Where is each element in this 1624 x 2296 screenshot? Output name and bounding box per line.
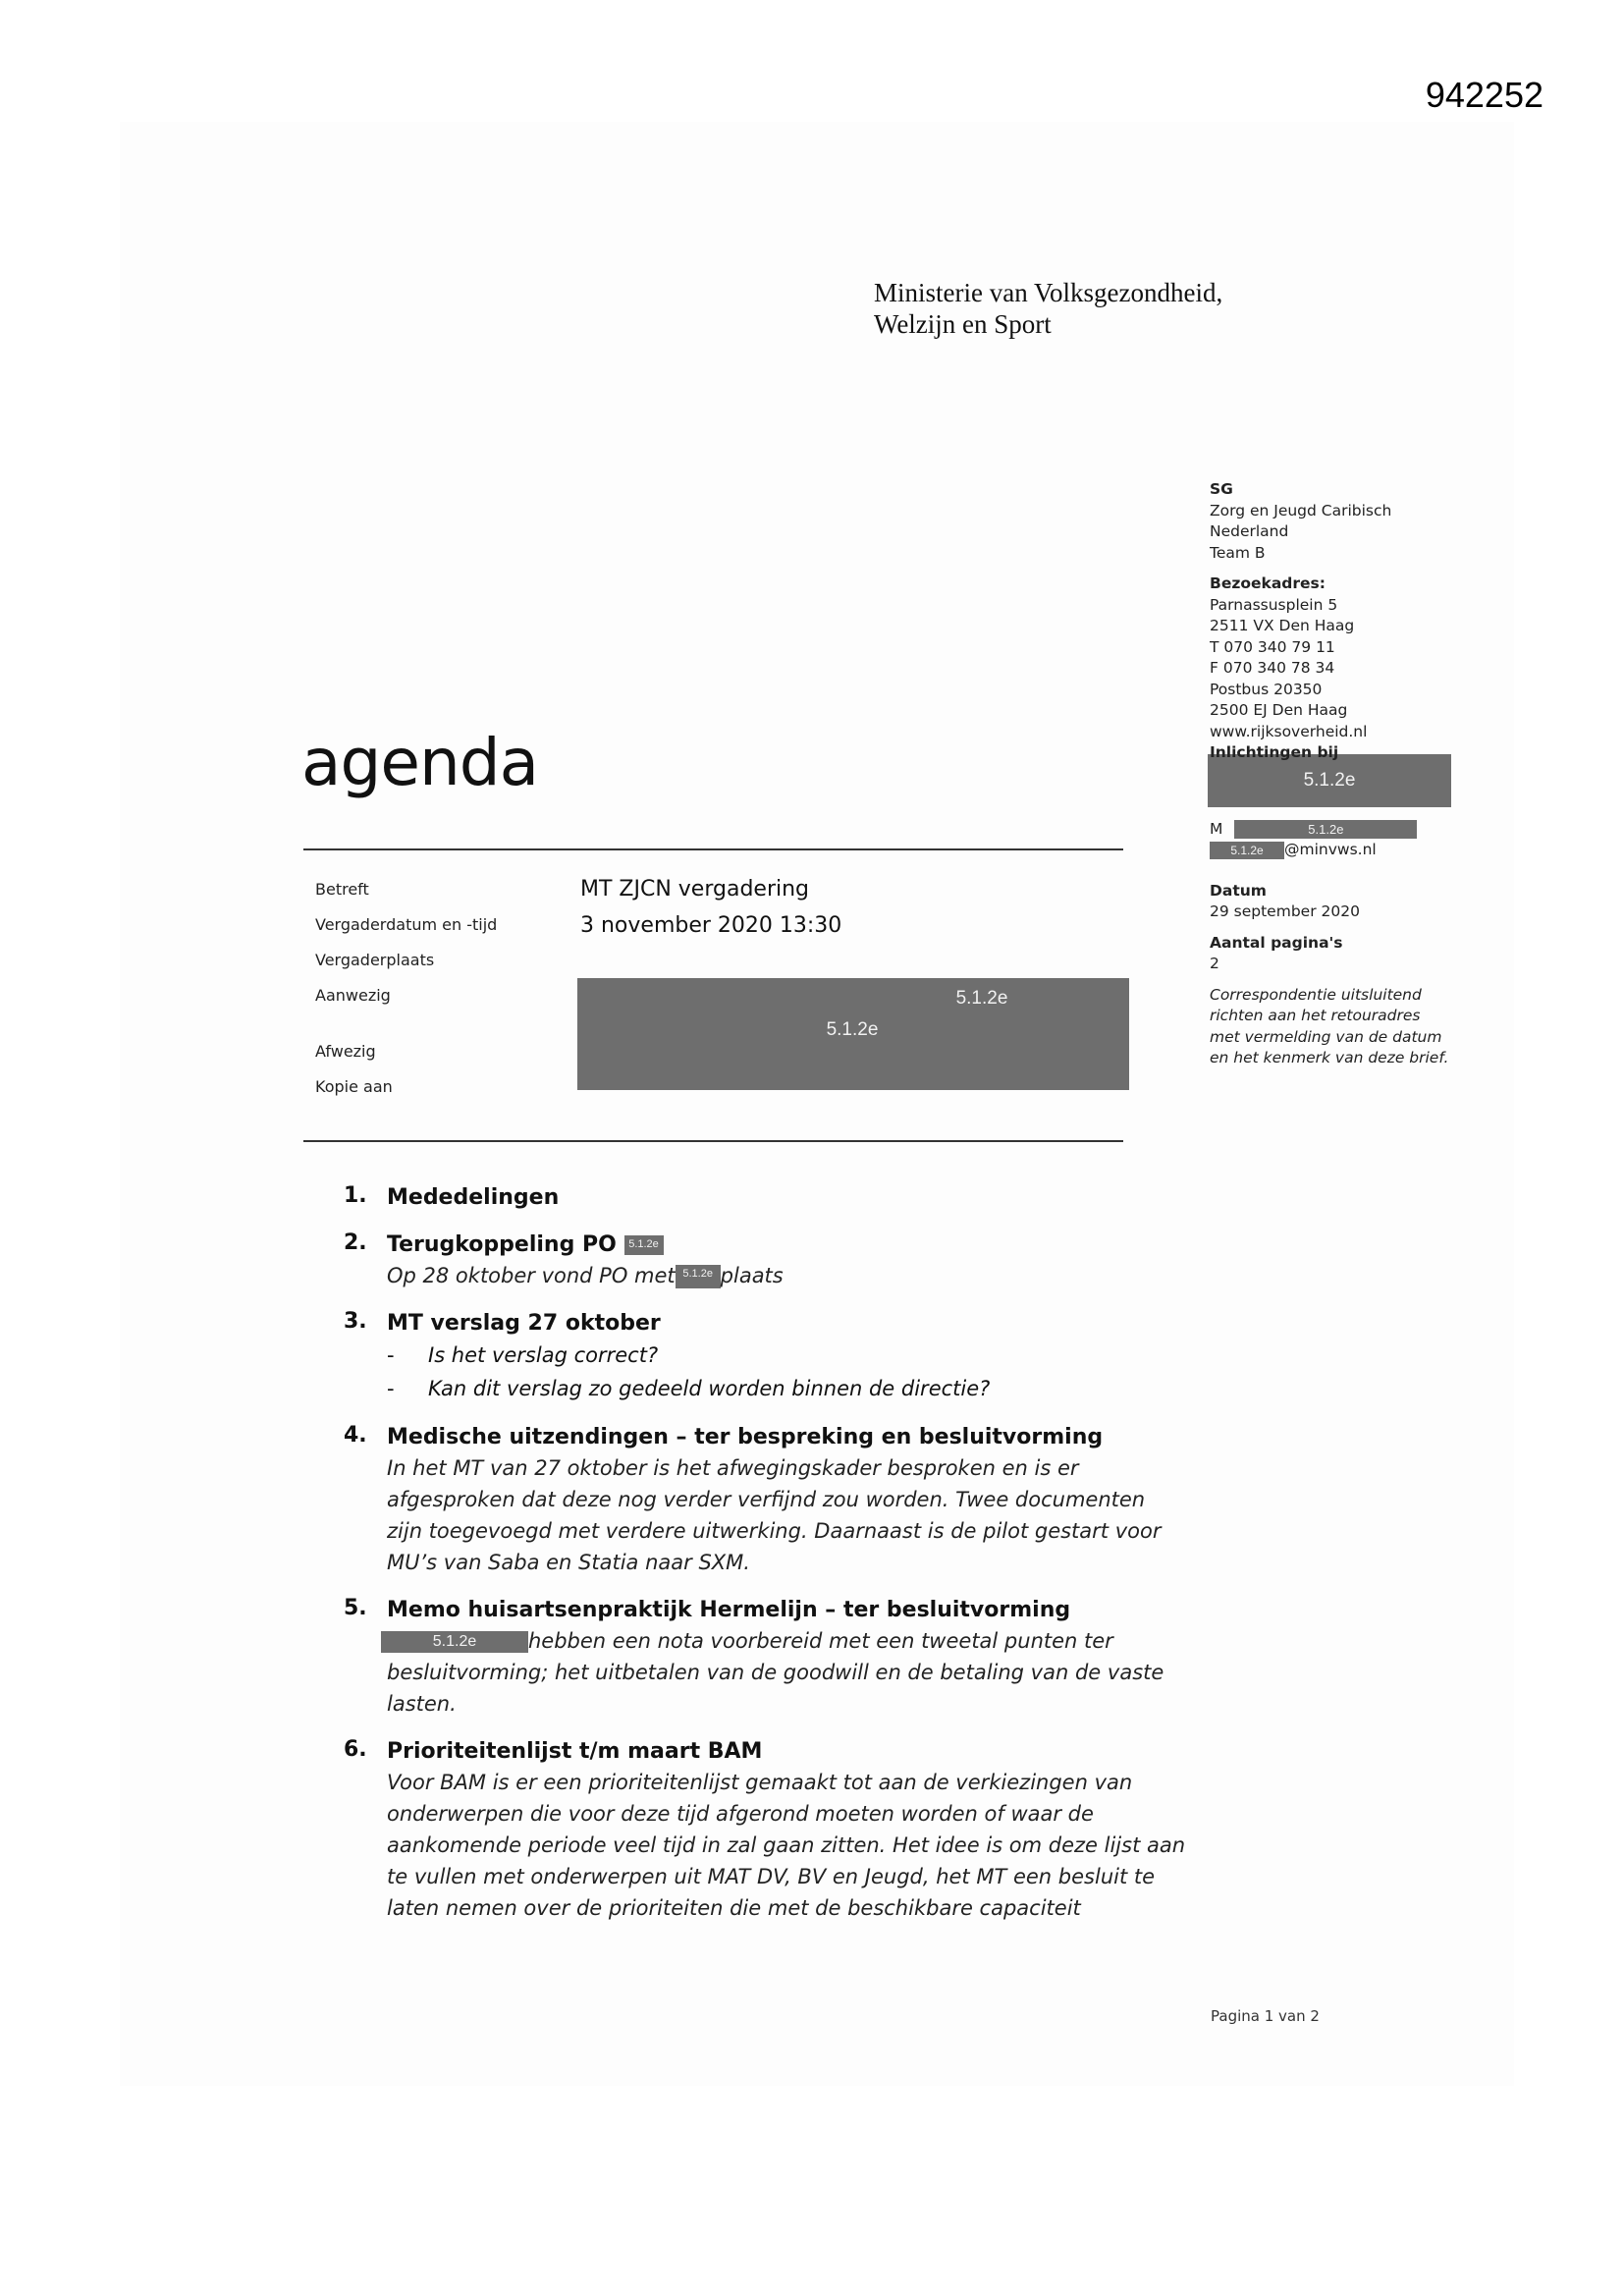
document-id: 942252	[1425, 75, 1543, 115]
datetime-label: Vergaderdatum en -tijd	[315, 915, 498, 934]
item-body-end: plaats	[720, 1264, 784, 1287]
agenda-item	[344, 1737, 1208, 1924]
agenda-item	[344, 1596, 1208, 1720]
redaction-box: 5.1.2e	[624, 1235, 664, 1255]
postbox: Postbus 20350	[1210, 680, 1323, 698]
item-body: hebben een nota voorbereid met een tweetal punten ter besluitvorming; het uitbetalen van de goodwill en de betaling van de vaste lasten.	[387, 1629, 1164, 1716]
item-number: 1.	[344, 1183, 367, 1208]
item-body: Voor BAM is er een prioriteitenlijst gemaakt tot aan de verkiezingen van onderwerpen die voor deze tijd afgerond moeten worden of waar de aankomende periode veel tijd in zal gaan zitten. Het idee is om deze lijst aan te vullen met onderwerpen uit MAT DV, BV en Jeugd, het MT een besluit te laten nemen over de prioriteiten die met de beschikbare capaciteit	[387, 1771, 1186, 1920]
item-body: In het MT van 27 oktober is het afwegingskader besproken en is er afgesproken dat deze nog verder verfijnd zou worden. Twee documenten zijn toegevoegd met verdere uitwerking. Daarnaast is de pilot gestart voor MU’s van Saba en Statia naar SXM.	[387, 1456, 1162, 1574]
redaction-box: 5.1.2e	[1208, 754, 1451, 807]
list-item: - Kan dit verslag zo gedeeld worden binnen de directie?	[387, 1372, 1208, 1405]
redaction-box: 5.1.2e	[1210, 842, 1284, 859]
page-title: agenda	[301, 725, 539, 800]
item-heading: Terugkoppeling PO	[387, 1232, 617, 1257]
item-heading: Memo huisartsenpraktijk Hermelijn – ter besluitvorming	[387, 1598, 1071, 1622]
mobile-prefix: M	[1210, 819, 1223, 838]
copy-label: Kopie aan	[315, 1077, 393, 1096]
sidebar-dept-1: Zorg en Jeugd Caribisch	[1210, 501, 1392, 519]
sidebar-org: SG	[1210, 480, 1233, 498]
email-suffix: @minvws.nl	[1284, 841, 1377, 858]
fax: F 070 340 78 34	[1210, 659, 1335, 677]
list-item: - Is het verslag correct?	[387, 1339, 1208, 1372]
sidebar-info	[1210, 479, 1485, 1069]
info-label: Inlichtingen bij	[1210, 743, 1339, 761]
agenda-item	[344, 1183, 1208, 1213]
website-link[interactable]: www.rijksoverheid.nl	[1210, 722, 1368, 740]
absent-label: Afwezig	[315, 1042, 376, 1061]
subject-value: MT ZJCN vergadering	[580, 877, 810, 902]
item-heading: Prioriteitenlijst t/m maart BAM	[387, 1739, 763, 1764]
ministry-name	[874, 277, 1222, 340]
item-number: 3.	[344, 1309, 367, 1334]
item-number: 2.	[344, 1230, 367, 1255]
redaction-box: 5.1.2e	[1234, 820, 1417, 839]
item-heading: Mededelingen	[387, 1185, 560, 1210]
item-number: 6.	[344, 1737, 367, 1762]
pages-value: 2	[1210, 955, 1219, 972]
correspondence-note: Correspondentie uitsluitend richten aan het retouradres met vermelding van de datum en het kenmerk van deze brief.	[1210, 985, 1449, 1066]
divider-top	[303, 848, 1123, 850]
redaction-box: 5.1.2e	[381, 1631, 528, 1653]
phone: T 070 340 79 11	[1210, 637, 1335, 656]
redaction-box: 5.1.2e	[676, 1265, 721, 1288]
item-heading: Medische uitzendingen – ter bespreking en besluitvorming	[387, 1425, 1104, 1449]
item-heading: MT verslag 27 oktober	[387, 1311, 661, 1336]
agenda-item	[344, 1230, 1208, 1291]
agenda-item	[344, 1309, 1208, 1405]
date-value: 29 september 2020	[1210, 902, 1360, 920]
postbox-city: 2500 EJ Den Haag	[1210, 701, 1348, 719]
page-number: Pagina 1 van 2	[1211, 2007, 1320, 2025]
agenda-item	[344, 1423, 1208, 1578]
redaction-box: 5.1.2e	[955, 988, 1008, 1009]
datetime-value: 3 november 2020 13:30	[580, 913, 842, 938]
divider-bottom	[303, 1140, 1123, 1142]
subject-label: Betreft	[315, 880, 369, 899]
ministry-line-1: Ministerie van Volksgezondheid,	[874, 278, 1223, 307]
sidebar-dept-2: Nederland	[1210, 522, 1289, 540]
sidebar-team: Team B	[1210, 543, 1266, 562]
visit-label: Bezoekadres:	[1210, 574, 1326, 592]
item-number: 4.	[344, 1423, 367, 1448]
address-line-1: Parnassusplein 5	[1210, 595, 1338, 614]
attendees-redaction	[577, 978, 1129, 1090]
place-label: Vergaderplaats	[315, 951, 435, 969]
agenda-items	[344, 1183, 1208, 1941]
present-label: Aanwezig	[315, 986, 391, 1005]
redaction-box: 5.1.2e	[826, 1019, 879, 1040]
pages-label: Aantal pagina's	[1210, 933, 1343, 952]
address-line-2: 2511 VX Den Haag	[1210, 617, 1355, 634]
ministry-line-2: Welzijn en Sport	[874, 309, 1052, 339]
date-label: Datum	[1210, 881, 1267, 900]
item-number: 5.	[344, 1596, 367, 1620]
item-body: Op 28 oktober vond PO met	[387, 1264, 676, 1287]
